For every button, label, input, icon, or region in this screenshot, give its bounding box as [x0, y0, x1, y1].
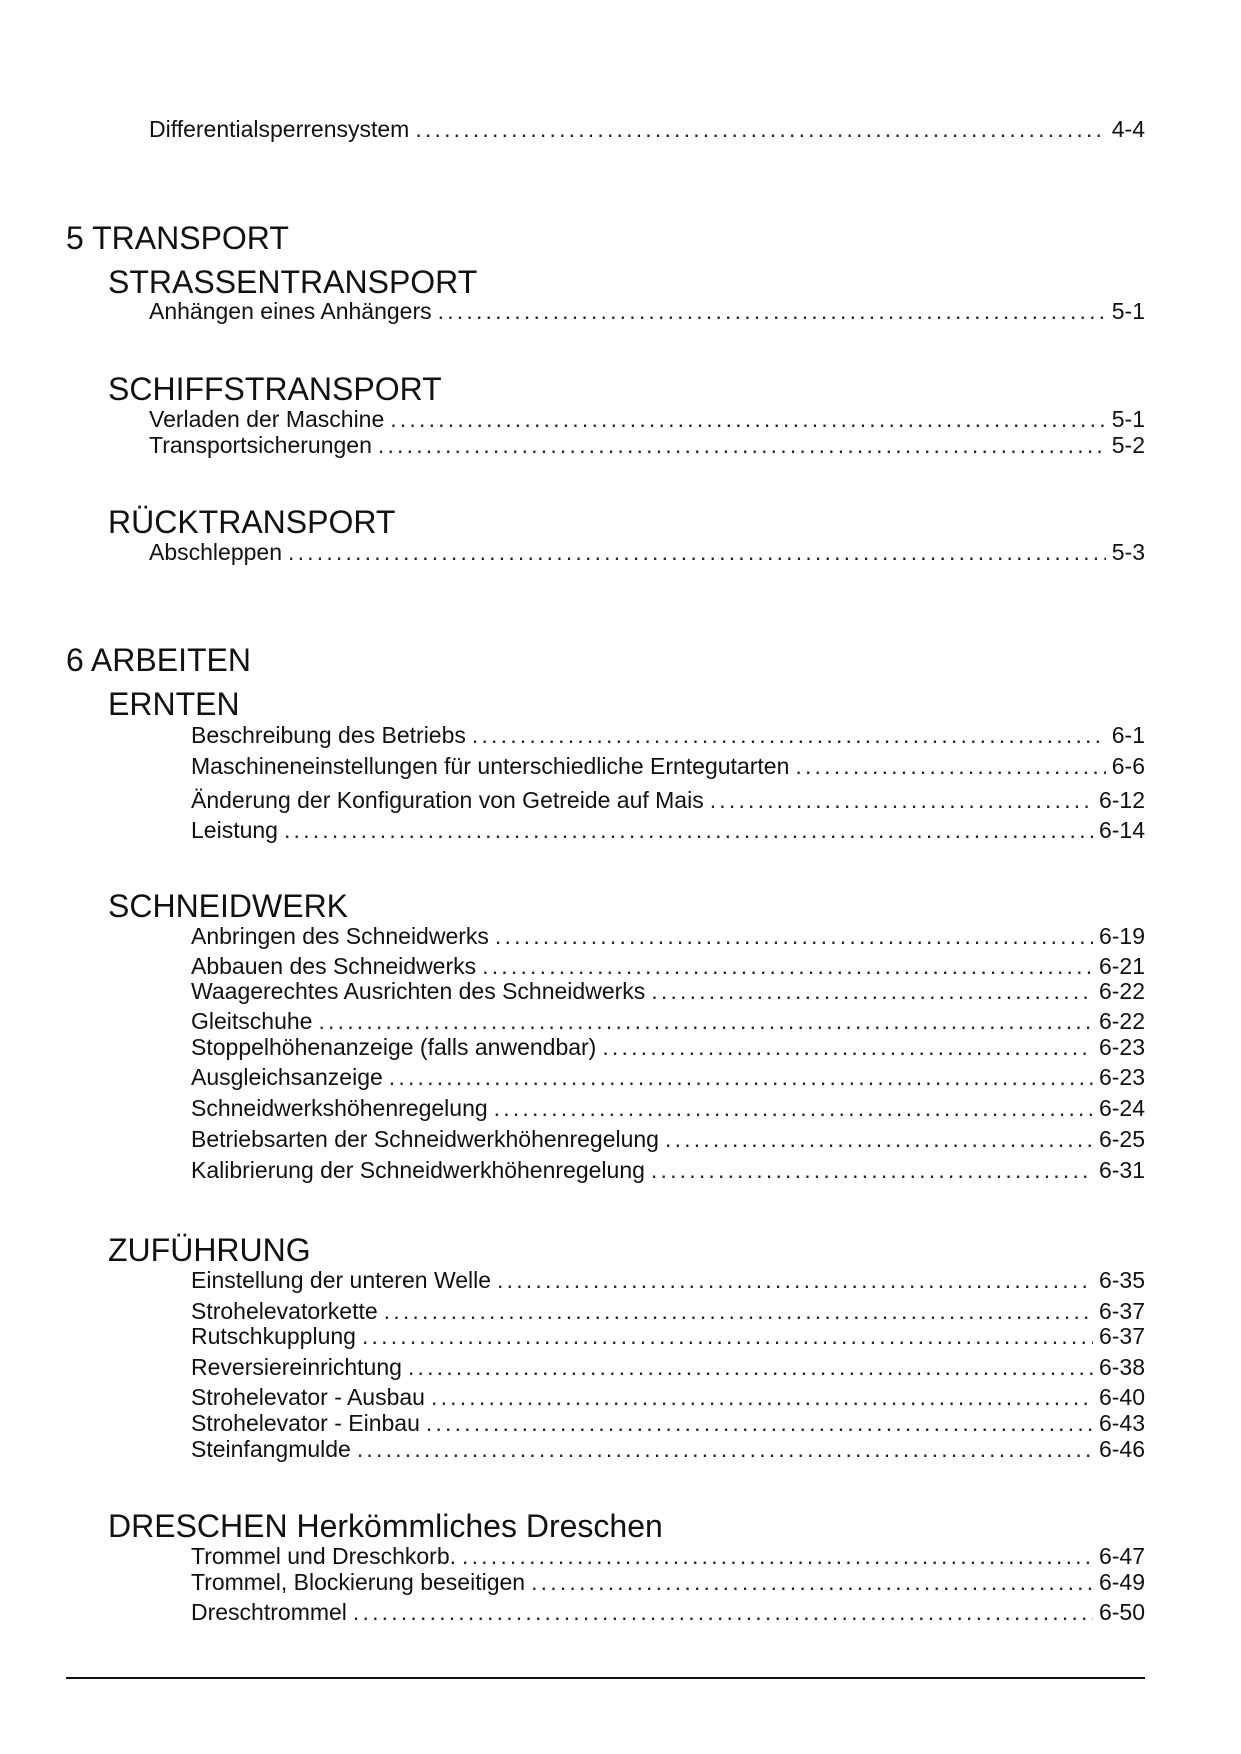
- toc-entry-page: 6-49: [1098, 1569, 1145, 1595]
- leader-dots: [389, 1064, 1093, 1090]
- toc-entry-page: 6-47: [1098, 1543, 1145, 1569]
- section-heading: ZUFÜHRUNG: [108, 1232, 311, 1268]
- toc-entry-title: Ausgleichsanzeige: [191, 1064, 383, 1090]
- toc-entry-title: Anhängen eines Anhängers: [149, 298, 432, 324]
- leader-dots: [408, 1354, 1093, 1380]
- leader-dots: [795, 753, 1105, 779]
- toc-entry: [191, 1155, 1145, 1183]
- leader-dots: [495, 923, 1093, 949]
- toc-entry-title: Kalibrierung der Schneidwerkhöhenregelung: [191, 1157, 645, 1183]
- leader-dots: [472, 722, 1106, 748]
- toc-entry: [191, 720, 1145, 748]
- leader-dots: [651, 1157, 1093, 1183]
- toc-entry: [191, 1093, 1145, 1121]
- toc-entry-title: Verladen der Maschine: [149, 406, 385, 432]
- toc-entry: [191, 1434, 1145, 1462]
- toc-entry: [191, 951, 1145, 979]
- toc-entry-page: 5-3: [1111, 539, 1145, 565]
- toc-entry-page: 6-50: [1098, 1599, 1145, 1625]
- toc-entry-title: Schneidwerkshöhenregelung: [191, 1095, 488, 1121]
- toc-entry-page: 6-1: [1111, 722, 1145, 748]
- chapter-heading: 6 ARBEITEN: [66, 642, 251, 678]
- toc-entry-title: Strohelevatorkette: [191, 1298, 378, 1324]
- leader-dots: [494, 1095, 1093, 1121]
- leader-dots: [602, 1034, 1093, 1060]
- toc-entry-page: 6-24: [1098, 1095, 1145, 1121]
- leader-dots: [462, 1543, 1093, 1569]
- toc-entry-page: 6-21: [1098, 953, 1145, 979]
- toc-entry: [191, 1124, 1145, 1152]
- toc-entry: [191, 815, 1145, 843]
- section-heading: DRESCHEN Herkömmliches Dreschen: [108, 1508, 663, 1544]
- toc-entry-page: 5-2: [1111, 432, 1145, 458]
- toc-entry-page: 6-12: [1098, 787, 1145, 813]
- toc-entry: [191, 1352, 1145, 1380]
- toc-entry-title: Steinfangmulde: [191, 1436, 351, 1462]
- toc-entry: [149, 114, 1145, 142]
- toc-entry-page: 6-19: [1098, 923, 1145, 949]
- toc-entry: [149, 404, 1145, 432]
- leader-dots: [362, 1323, 1093, 1349]
- toc-entry-page: 6-38: [1098, 1354, 1145, 1380]
- toc-entry: [149, 537, 1145, 565]
- section-heading: RÜCKTRANSPORT: [108, 504, 396, 540]
- leader-dots: [288, 539, 1106, 565]
- toc-entry-title: Waagerechtes Ausrichten des Schneidwerks: [191, 978, 646, 1004]
- toc-entry-page: 6-23: [1098, 1034, 1145, 1060]
- toc-entry: [191, 1321, 1145, 1349]
- section-heading: SCHNEIDWERK: [108, 888, 349, 924]
- toc-entry: [191, 921, 1145, 949]
- toc-entry: [191, 976, 1145, 1004]
- leader-dots: [353, 1599, 1093, 1625]
- leader-dots: [415, 116, 1105, 142]
- section-heading: STRASSENTRANSPORT: [108, 264, 478, 300]
- toc-entry: [191, 1408, 1145, 1436]
- toc-entry-page: 6-25: [1098, 1126, 1145, 1152]
- toc-entry: [191, 751, 1145, 779]
- section-heading: ERNTEN: [108, 686, 240, 722]
- leader-dots: [438, 298, 1106, 324]
- toc-entry: [191, 1567, 1145, 1595]
- toc-entry-page: 6-46: [1098, 1436, 1145, 1462]
- toc-entry-page: 6-6: [1111, 753, 1145, 779]
- toc-entry-title: Abbauen des Schneidwerks: [191, 953, 477, 979]
- leader-dots: [390, 406, 1105, 432]
- toc-entry: [191, 785, 1145, 813]
- toc-entry-title: Einstellung der unteren Welle: [191, 1267, 492, 1293]
- toc-entry: [191, 1265, 1145, 1293]
- toc-entry-title: Differentialsperrensystem: [149, 116, 410, 142]
- toc-entry-title: Beschreibung des Betriebs: [191, 722, 466, 748]
- toc-entry: [191, 1032, 1145, 1060]
- toc-entry-page: 6-37: [1098, 1298, 1145, 1324]
- toc-entry: [191, 1541, 1145, 1569]
- leader-dots: [357, 1436, 1093, 1462]
- leader-dots: [710, 787, 1093, 813]
- leader-dots: [318, 1008, 1092, 1034]
- leader-dots: [497, 1267, 1093, 1293]
- footer-rule: [66, 1677, 1145, 1679]
- toc-entry-page: 6-40: [1098, 1384, 1145, 1410]
- toc-entry-page: 6-22: [1098, 978, 1145, 1004]
- toc-entry-title: Maschineneinstellungen für unterschiedliche Erntegutarten: [191, 753, 790, 779]
- toc-entry-page: 6-35: [1098, 1267, 1145, 1293]
- toc-entry-title: Trommel und Dreschkorb.: [191, 1543, 457, 1569]
- leader-dots: [431, 1384, 1093, 1410]
- toc-entry-page: 6-14: [1098, 817, 1145, 843]
- toc-entry-title: Leistung: [191, 817, 278, 843]
- leader-dots: [378, 432, 1106, 458]
- leader-dots: [531, 1569, 1093, 1595]
- toc-entry-page: 5-1: [1111, 298, 1145, 324]
- leader-dots: [651, 978, 1093, 1004]
- toc-entry-title: Abschleppen: [149, 539, 282, 565]
- toc-entry-title: Strohelevator - Einbau: [191, 1410, 420, 1436]
- toc-entry-page: 5-1: [1111, 406, 1145, 432]
- chapter-heading: 5 TRANSPORT: [66, 220, 289, 256]
- toc-entry-title: Dreschtrommel: [191, 1599, 347, 1625]
- toc-entry-title: Gleitschuhe: [191, 1008, 313, 1034]
- toc-entry-title: Reversiereinrichtung: [191, 1354, 402, 1380]
- toc-entry-title: Transportsicherungen: [149, 432, 372, 458]
- toc-entry: [191, 1006, 1145, 1034]
- toc-entry: [191, 1597, 1145, 1625]
- toc-entry-page: 6-31: [1098, 1157, 1145, 1183]
- leader-dots: [284, 817, 1093, 843]
- leader-dots: [665, 1126, 1093, 1152]
- toc-entry-title: Stoppelhöhenanzeige (falls anwendbar): [191, 1034, 597, 1060]
- toc-entry-page: 6-37: [1098, 1323, 1145, 1349]
- toc-entry-title: Rutschkupplung: [191, 1323, 356, 1349]
- toc-entry-page: 6-23: [1098, 1064, 1145, 1090]
- leader-dots: [426, 1410, 1093, 1436]
- toc-entry-title: Trommel, Blockierung beseitigen: [191, 1569, 526, 1595]
- section-heading: SCHIFFSTRANSPORT: [108, 371, 442, 407]
- toc-entry: [149, 430, 1145, 458]
- toc-entry: [191, 1296, 1145, 1324]
- toc-entry-title: Änderung der Konfiguration von Getreide auf Mais: [191, 787, 704, 813]
- toc-entry-title: Anbringen des Schneidwerks: [191, 923, 489, 949]
- toc-entry-title: Betriebsarten der Schneidwerkhöhenregelung: [191, 1126, 659, 1152]
- toc-entry-page: 6-22: [1098, 1008, 1145, 1034]
- toc-entry-page: 6-43: [1098, 1410, 1145, 1436]
- toc-entry: [149, 296, 1145, 324]
- toc-entry: [191, 1062, 1145, 1090]
- toc-entry-title: Strohelevator - Ausbau: [191, 1384, 425, 1410]
- toc-entry: [191, 1382, 1145, 1410]
- toc-entry-page: 4-4: [1111, 116, 1145, 142]
